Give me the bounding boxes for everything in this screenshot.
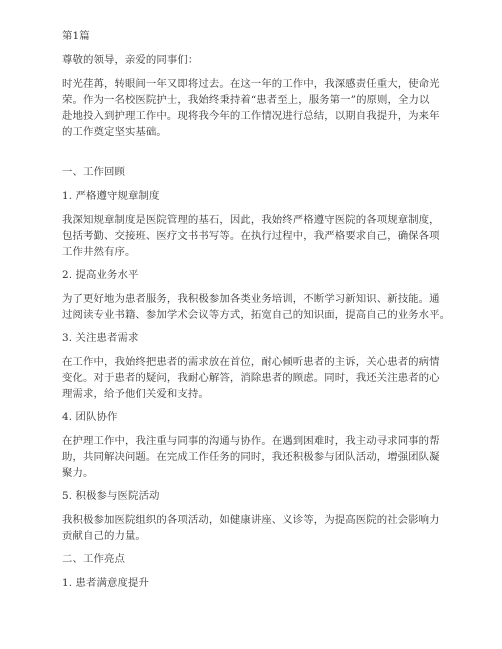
item-paragraph xyxy=(62,354,442,402)
item-paragraph xyxy=(62,512,442,544)
intro-paragraph xyxy=(62,76,442,140)
item-paragraph xyxy=(62,212,442,260)
paragraph-line: 助，共同解决问题。在完成工作任务的同时，我还积极参与团队活动，增强团队凝 xyxy=(62,451,440,463)
section-heading: 一、工作回顾 xyxy=(62,166,125,178)
paragraph-line: 变化。对于患者的疑问，我耐心解答，消除患者的顾虑。同时，我还关注患者的心 xyxy=(62,372,440,384)
salutation: 尊敬的领导，亲爱的同事们： xyxy=(62,54,199,66)
page-label: 第1篇 xyxy=(62,30,90,42)
intro-line: 赴地投入到护理工作中。现将我今年的工作情况进行总结，以期自我提升，为来年 xyxy=(62,110,440,122)
intro-line: 荣。作为一名校医院护士，我始终秉持着“患者至上，服务第一”的原则，全力以 xyxy=(62,94,430,106)
intro-line: 的工作奠定坚实基础。 xyxy=(62,126,167,138)
paragraph-line: 包括考勤、交接班、医疗文书书写等。在执行过程中，我严格要求自己，确保各项 xyxy=(62,230,440,242)
paragraph-line: 在工作中，我始终把患者的需求放在首位，耐心倾听患者的主诉，关心患者的病情 xyxy=(62,356,440,368)
item-heading: 5. 积极参与医院活动 xyxy=(62,490,160,502)
paragraph-line: 工作井然有序。 xyxy=(62,246,136,258)
paragraph-line: 在护理工作中，我注重与同事的沟通与协作。在遇到困难时，我主动寻求同事的帮 xyxy=(62,435,440,447)
paragraph-line: 我深知规章制度是医院管理的基石，因此，我始终严格遵守医院的各项规章制度， xyxy=(62,214,440,226)
paragraph-line: 过阅读专业书籍、参加学术会议等方式，拓宽自己的知识面，提高自己的业务水平。 xyxy=(62,309,451,321)
item-heading: 3. 关注患者需求 xyxy=(62,332,139,344)
item-heading: 1. 严格遵守规章制度 xyxy=(62,190,160,202)
item-paragraph xyxy=(62,291,451,323)
intro-line: 时光荏苒，转眼间一年又即将过去。在这一年的工作中，我深感责任重大，使命光 xyxy=(62,78,440,90)
item-heading: 1. 患者满意度提升 xyxy=(62,577,149,589)
paragraph-line: 聚力。 xyxy=(62,467,94,479)
paragraph-line: 我积极参加医院组织的各项活动，如健康讲座、义诊等，为提高医院的社会影响力 xyxy=(62,514,440,526)
item-heading: 4. 团队协作 xyxy=(62,411,118,423)
paragraph-line: 为了更好地为患者服务，我积极参加各类业务培训，不断学习新知识、新技能。通 xyxy=(62,293,440,305)
paragraph-line: 贡献自己的力量。 xyxy=(62,530,146,542)
item-paragraph xyxy=(62,433,442,481)
item-heading: 2. 提高业务水平 xyxy=(62,269,139,281)
paragraph-line: 理需求，给予他们关爱和支持。 xyxy=(62,388,209,400)
section-heading: 二、工作亮点 xyxy=(62,553,125,565)
